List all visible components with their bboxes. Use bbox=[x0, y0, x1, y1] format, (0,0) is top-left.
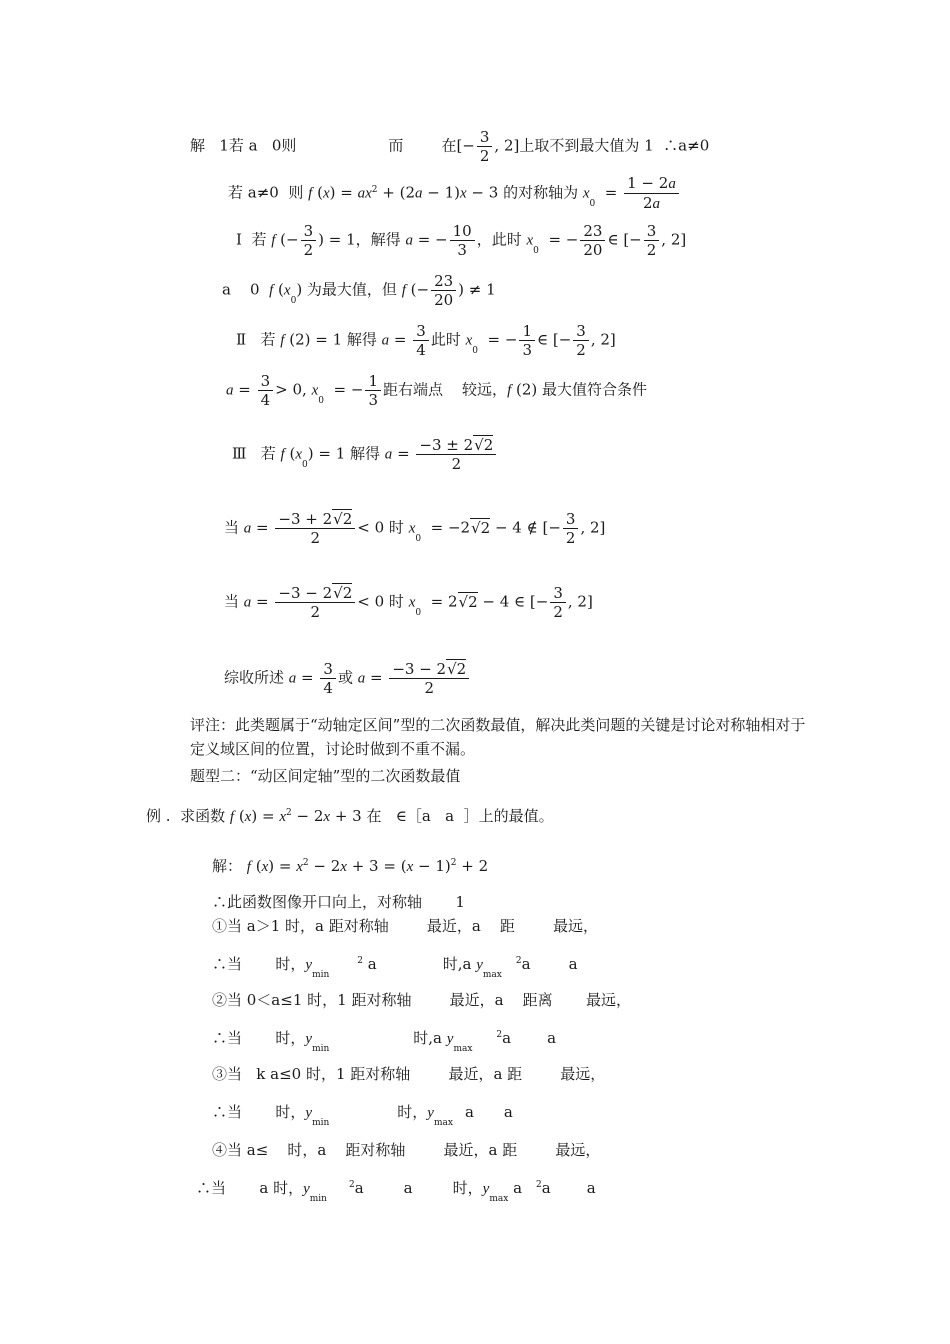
solution-line-4: a 0 f $(x_0)$ 为最大值，但 f (− $\frac{23}{20}$ ) ≠ 1 bbox=[222, 272, 496, 309]
note-paragraph: 评注：此类题属于“动轴定区间”型的二次函数最值，解决此类问题的关键是讨论对称轴相对于定义域区间的位置，讨论时做到不重不漏。 bbox=[190, 716, 806, 758]
section-heading: 题型二：“动区间定轴”型的二次函数最值 bbox=[190, 767, 461, 785]
solution-line-7: Ⅲ 若 f $(x_0) = 1$ 解得 a = $\frac{-3 \pm 2√2}{2}$ bbox=[232, 436, 498, 473]
solution-line-10: 综收所述 a = $\frac{3}{4}$ 或 a = $\frac{-3 - 2√2}{2}$ bbox=[224, 660, 471, 697]
case-line-5: ③当 k a≤0 时，1 距对称轴 最近，a 距 最远， bbox=[212, 1065, 606, 1083]
case-line-1: ①当 a＞1 时，a 距对称轴 最近，a 距 最远， bbox=[212, 917, 599, 935]
case-line-8: ∴当 a 时，$y_{min}^2a$ a 时，$y_{max}$ a $^2$a a bbox=[196, 1179, 596, 1204]
case-line-7: ④当 a≤ 时，a 距对称轴 最近，a 距 最远， bbox=[212, 1141, 601, 1159]
solution-line-8: 当 a = $\frac{-3 + 2√2}{2}$ < 0 时 $x_0 = -2√2 - 4$ ∉ [− $\frac{3}{2}$ , 2] bbox=[224, 510, 606, 547]
solution-line-1: 解 1若 a 0则 而 在[− $\frac{3}{2}$ , 2]上取不到最大值为 1 ∴a≠0 bbox=[190, 128, 710, 165]
solution-line-9: 当 a = $\frac{-3 - 2√2}{2}$ < 0 时 $x_0 = 2√2 - 4$ ∈ [− $\frac{3}{2}$ , 2] bbox=[224, 584, 593, 621]
case-line-4: ∴当 时，$y_{min}$时,a $y_{max}^2a$ a bbox=[212, 1029, 557, 1054]
solution-line-6: a = $\frac{3}{4}$ > 0, $x_0$ = − $\frac{1}{3}$ 距右端点 较远，f (2) 最大值符合条件 bbox=[226, 372, 648, 409]
case-line-0: ∴此函数图像开口向上，对称轴 1 bbox=[212, 893, 465, 911]
solution-line-2: 若 a≠0 则 f $(x) = ax^2 + (2a - 1)x - 3$ 的对称轴为 $x_0$ = $\frac{1 - 2a}{2a}$ bbox=[228, 174, 681, 213]
example-label: 例 . bbox=[146, 807, 171, 825]
case-line-3: ②当 0＜a≤1 时，1 距对称轴 最近，a 距离 最远， bbox=[212, 991, 631, 1009]
example-line: 例 . 求函数 f $(x) = x^2 - 2x + 3$ 在 ∈［a a ］上的最值。 bbox=[146, 807, 554, 825]
solution-line-3: Ⅰ 若 f (− $\frac{3}{2}$ ) = 1，解得 a = − $\frac{10}{3}$ ，此时 $x_0$ = − $\frac{23}{20}$ ∈ [− $\frac{3}{2}$ , 2] bbox=[236, 222, 687, 259]
solution-2-line: 解： f $(x) = x^2 - 2x + 3 = (x - 1)^2 + 2$ bbox=[212, 857, 489, 875]
case-line-6: ∴当 时，$y_{min}$时，$y_{max}a$ a bbox=[212, 1103, 513, 1128]
solution-line-5: Ⅱ 若 f (2) = 1 解得 a = $\frac{3}{4}$ 此时 $x_0$ = − $\frac{1}{3}$ ∈ [− $\frac{3}{2}$ , 2] bbox=[236, 322, 616, 359]
case-line-2: ∴当 时，$y_{min}^2$ a 时,a $y_{max}^2a$ a bbox=[212, 955, 578, 980]
